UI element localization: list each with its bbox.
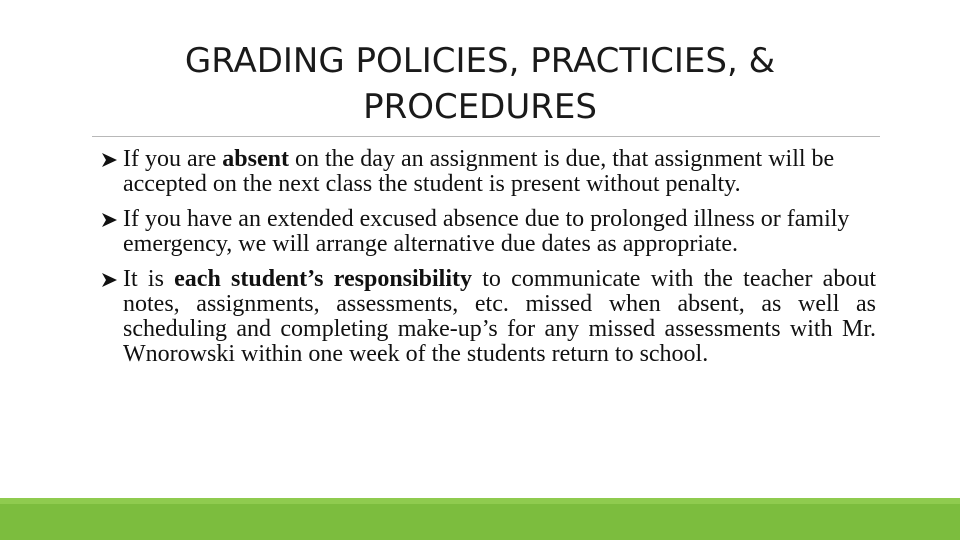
bullet-item-responsibility: [100, 267, 876, 367]
bullet-text-part: to communicate with the teacher about notes, assignments, assessments, etc. missed when absent, as well as scheduling and completing make-up’s for any missed assessments with Mr. Wnorowski within one week of the students return to school.: [123, 266, 876, 367]
bullet-text-part: on the day an assignment is due, that assignment will be accepted on the next class the student is present without penalty.: [123, 146, 835, 197]
bullet-list: [100, 147, 876, 377]
arrow-right-bullet-icon: [100, 147, 120, 172]
slide-title: [80, 38, 880, 130]
bullet-text-part: It is: [123, 266, 175, 292]
bullet-bold-text: each student’s responsibility: [174, 266, 473, 292]
footer-accent-bar: [0, 498, 960, 540]
bullet-item-absent: [100, 147, 876, 197]
bullet-item-extended-absence: [100, 207, 876, 257]
title-divider: [92, 136, 880, 137]
bullet-text-part: If you have an extended excused absence due to prolonged illness or family emergency, we will arrange alternative due dates as appropriate.: [123, 206, 850, 257]
bullet-text-part: If you are: [123, 146, 223, 172]
footer-accent-highlight: [0, 498, 960, 504]
title-line-1: GRADING POLICIES, PRACTICIES, &: [184, 41, 776, 81]
arrow-right-bullet-icon: [100, 267, 120, 292]
bullet-bold-text: absent: [222, 146, 289, 172]
title-line-2: PROCEDURES: [363, 87, 597, 127]
arrow-right-bullet-icon: [100, 207, 120, 232]
